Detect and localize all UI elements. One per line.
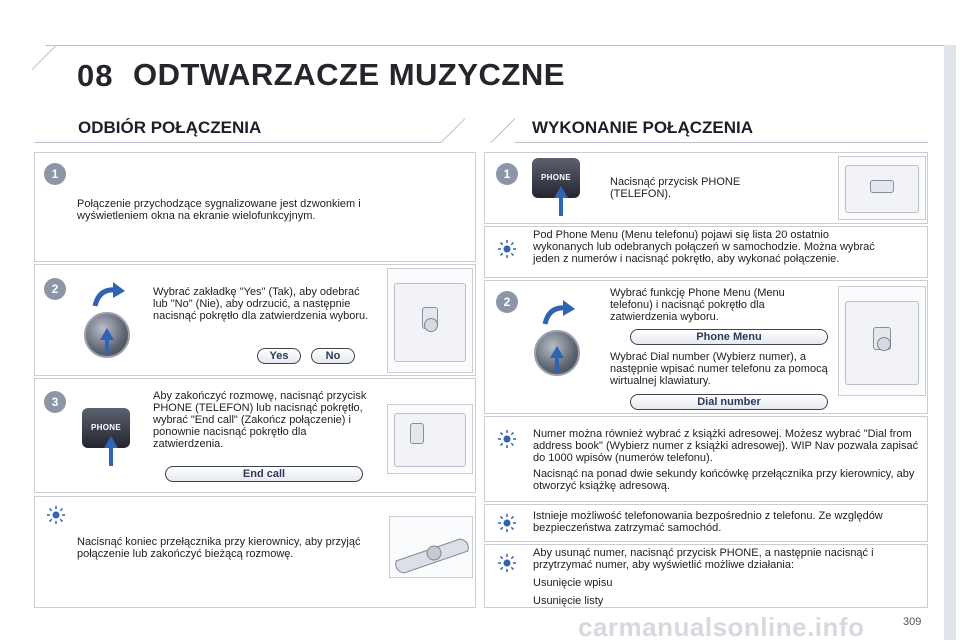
- press-arrow-shaft: [559, 196, 563, 216]
- press-arrow-shaft: [109, 446, 113, 466]
- step-badge: 1: [44, 163, 66, 185]
- phone-button-icon: PHONE: [82, 408, 130, 448]
- step-badge: 2: [496, 291, 518, 313]
- steering-stalk-illustration: [389, 516, 473, 578]
- watermark: carmanualsonline.info: [578, 612, 865, 640]
- header-rule: [45, 45, 955, 46]
- left-step1-text: Połączenie przychodzące sygnalizowane jest dzwonkiem i wyświetleniem okna na ekranie wielofunkcyjnym.: [77, 198, 361, 222]
- press-arrow-shaft: [105, 338, 109, 354]
- right-section-diagonal: [491, 118, 516, 143]
- step-badge: 3: [44, 391, 66, 413]
- right-tip3-text: Istnieje możliwość telefonowania bezpośrednio z telefonu. Ze względów bezpieczeństwa zatrzymać samochód.: [533, 510, 883, 534]
- step-badge: 1: [496, 163, 518, 185]
- tip-lightbulb-icon: [498, 554, 516, 572]
- end-call-button[interactable]: End call: [165, 466, 363, 482]
- chapter-title: ODTWARZACZE MUZYCZNE: [133, 57, 565, 92]
- dial-number-button[interactable]: Dial number: [630, 394, 828, 410]
- tip-lightbulb-icon: [498, 240, 516, 258]
- delete-entry-option[interactable]: Usunięcie wpisu: [533, 577, 613, 589]
- radio-unit-illustration: [838, 286, 926, 396]
- right-tip2-paragraph: Nacisnąć na ponad dwie sekundy końcówkę przełącznika przy kierownicy, aby otworzyć książkę adresową.: [533, 468, 915, 492]
- right-section-title: WYKONANIE POŁĄCZENIA: [532, 118, 753, 137]
- left-step2-text: Wybrać zakładkę "Yes" (Tak), aby odebrać lub "No" (Nie), aby odrzucić, a następnie nacisnąć pokrętło dla zatwierdzenia wyboru.: [153, 286, 369, 322]
- press-arrow-icon: [550, 346, 564, 358]
- left-section-diagonal: [441, 118, 466, 143]
- radio-unit-illustration: [838, 156, 926, 220]
- phone-menu-button[interactable]: Phone Menu: [630, 329, 828, 345]
- right-tip2-text: [533, 428, 928, 496]
- radio-unit-illustration: [387, 404, 473, 474]
- right-tip2-paragraph: Numer można również wybrać z książki adresowej. Możesz wybrać "Dial from address book" (Wybierz numer z książki adresowej). WIP Nav pozwala zapisać do 1000 wpisów (numerów telefonu).: [533, 428, 919, 464]
- delete-list-option[interactable]: Usunięcie listy: [533, 595, 604, 607]
- rotate-arrow-icon: [541, 300, 577, 328]
- tip-lightbulb-icon: [498, 514, 516, 532]
- press-arrow-icon: [104, 436, 118, 448]
- left-section-rule: [34, 142, 442, 143]
- tip-lightbulb-icon: [47, 506, 65, 524]
- phone-button-icon: PHONE: [532, 158, 580, 198]
- right-tip1-text: Pod Phone Menu (Menu telefonu) pojawi się lista 20 ostatnio wykonanych lub odebranych połączeń w samochodzie. Można wybrać jeden z numerów i nacisnąć pokrętło, aby wykonać połączenie.: [533, 229, 875, 265]
- press-arrow-shaft: [555, 356, 559, 372]
- header-diagonal-line: [32, 45, 57, 70]
- press-arrow-icon: [100, 328, 114, 340]
- right-tip4-text: Aby usunąć numer, nacisnąć przycisk PHONE, a następnie nacisnąć i przytrzymać numer, aby wyświetlić możliwe działania:: [533, 547, 874, 571]
- right-section-rule: [515, 142, 928, 143]
- left-tip-text: Nacisnąć koniec przełącznika przy kierownicy, aby przyjąć połączenie lub zakończyć bieżącą rozmowę.: [77, 536, 361, 560]
- left-section-title: ODBIÓR POŁĄCZENIA: [78, 118, 262, 137]
- rotate-arrow-icon: [91, 282, 127, 310]
- page-edge-bar: [944, 45, 956, 640]
- tip-lightbulb-icon: [498, 430, 516, 448]
- page-number: 309: [903, 616, 922, 628]
- press-arrow-icon: [554, 186, 568, 198]
- right-step2-subtext: Wybrać Dial number (Wybierz numer), a następnie wpisać numer telefonu za pomocą wirtualnej klawiatury.: [610, 351, 828, 387]
- right-step1-text: Nacisnąć przycisk PHONE (TELEFON).: [610, 176, 741, 200]
- step-badge: 2: [44, 278, 66, 300]
- yes-button[interactable]: Yes: [257, 348, 301, 364]
- chapter-number: 08: [77, 58, 114, 93]
- right-step2-text: Wybrać funkcję Phone Menu (Menu telefonu) i nacisnąć pokrętło dla zatwierdzenia wyboru.: [610, 287, 785, 323]
- radio-unit-illustration: [387, 268, 473, 373]
- left-step3-text: Aby zakończyć rozmowę, nacisnąć przycisk PHONE (TELEFON) lub nacisnąć pokrętło, wybrać "End call" (Zakończ połączenie) i ponownie nacisnąć pokrętło dla zatwierdzenia.: [153, 390, 367, 450]
- no-button[interactable]: No: [311, 348, 355, 364]
